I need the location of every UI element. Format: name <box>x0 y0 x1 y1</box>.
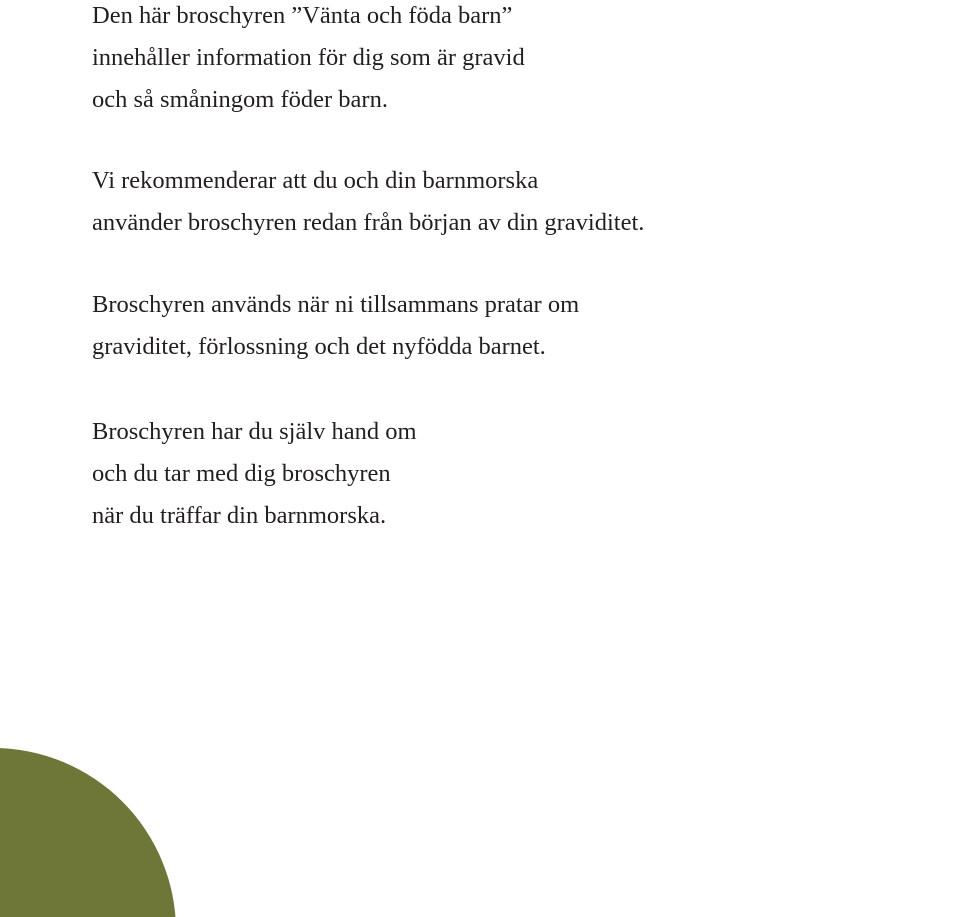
paragraph-recommendation <box>92 160 644 244</box>
text-line: när du träffar din barnmorska. <box>92 502 387 529</box>
text-line: Broschyren har du själv hand om <box>92 418 417 445</box>
text-line: använder broschyren redan från början av din graviditet. <box>92 209 645 236</box>
paragraph-ownership <box>92 411 417 537</box>
decorative-green-circle <box>0 748 176 917</box>
text-line: innehåller information för dig som är gravid <box>92 44 525 71</box>
text-line: Broschyren används när ni tillsammans pratar om <box>92 291 580 318</box>
paragraph-about-brochure <box>92 0 525 121</box>
text-line: och du tar med dig broschyren <box>92 460 391 487</box>
paragraph-usage <box>92 284 579 368</box>
text-line: Den här broschyren ”Vänta och föda barn” <box>92 2 513 29</box>
text-line: graviditet, förlossning och det nyfödda barnet. <box>92 333 546 360</box>
text-line: Vi rekommenderar att du och din barnmorska <box>92 167 539 194</box>
text-line: och så småningom föder barn. <box>92 86 388 113</box>
